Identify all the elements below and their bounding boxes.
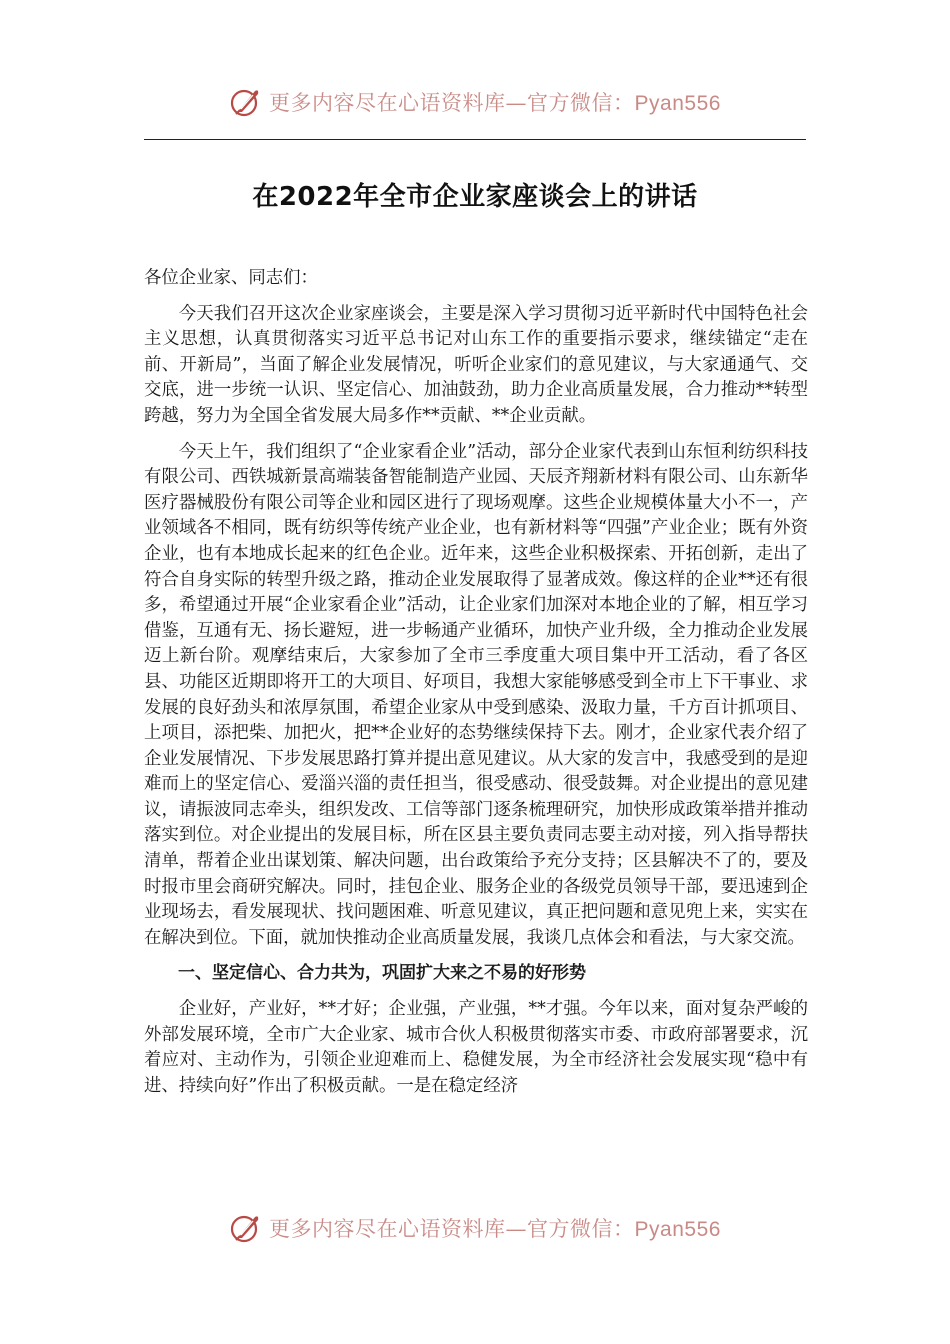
quill-logo-icon bbox=[229, 85, 263, 119]
watermark-text: 更多内容尽在心语资料库—官方微信：Pyan556 bbox=[269, 91, 721, 115]
quill-logo-icon bbox=[229, 1211, 263, 1245]
body-paragraph: 企业好，产业好，**才好；企业强，产业强，**才强。今年以来，面对复杂严峻的外部发展环境，全市广大企业家、城市合伙人积极贯彻落实市委、市政府部署要求，沉着应对、主动作为，引领企业迎难而上、稳健发展，为全市经济社会发展实现“稳中有进、持续向好”作出了积极贡献。一是在稳定经济 bbox=[144, 999, 808, 1096]
body-paragraph: 今天上午，我们组织了“企业家看企业”活动，部分企业家代表到山东恒利纺织科技有限公司、西铁城新景高端装备智能制造产业园、天辰齐翔新材料有限公司、山东新华医疗器械股份有限公司等企业和园区进行了现场观摩。这些企业规模体量大小不一，产业领域各不相同，既有纺织等传统产业企业，也有新材料等“四强”产业企业；既有外资企业，也有本地成长起来的红色企业。近年来，这些企业积极探索、开拓创新，走出了符合自身实际的转型升级之路，推动企业发展取得了显著成效。像这样的企业**还有很多，希望通过开展“企业家看企业”活动，让企业家们加深对本地企业的了解，相互学习借鉴，互通有无、扬长避短，进一步畅通产业循环，加快产业升级，全力推动企业发展迈上新台阶。观摩结束后，大家参加了全市三季度重大项目集中开工活动，看了各区县、功能区近期即将开工的大项目、好项目，我想大家能够感受到全市上下干事业、求发展的良好劲头和浓厚氛围，希望企业家从中受到感染、汲取力量，千方百计抓项目、上项目，添把柴、加把火，把**企业好的态势继续保持下去。刚才，企业家代表介绍了企业发展情况、下步发展思路打算并提出意见建议。从大家的发言中，我感受到的是迎难而上的坚定信心、爱淄兴淄的责任担当，很受感动、很受鼓舞。对企业提出的意见建议，请振波同志牵头，组织发改、工信等部门逐条梳理研究，加快形成政策举措并推动落实到位。对企业提出的发展目标，所在区县主要负责同志要主动对接，列入指导帮扶清单，帮着企业出谋划策、解决问题，出台政策给予充分支持；区县解决不了的，要及时报市里会商研究解决。同时，挂包企业、服务企业的各级党员领导干部，要迅速到企业现场去，看发展现状、找问题困难、听意见建议，真正把问题和意见兜上来，实实在在解决到位。下面，就加快推动企业高质量发展，我谈几点体会和看法，与大家交流。 bbox=[144, 441, 808, 948]
watermark-text: 更多内容尽在心语资料库—官方微信：Pyan556 bbox=[269, 1217, 721, 1241]
footer-watermark bbox=[0, 1208, 950, 1248]
salutation: 各位企业家、同志们： bbox=[144, 268, 318, 288]
header-divider bbox=[144, 139, 806, 140]
document-title: 在2022年全市企业家座谈会上的讲话 bbox=[252, 182, 698, 212]
header-watermark bbox=[0, 82, 950, 122]
document-body bbox=[144, 266, 808, 1109]
body-paragraph: 今天我们召开这次企业家座谈会，主要是深入学习贯彻习近平新时代中国特色社会主义思想，认真贯彻落实习近平总书记对山东工作的重要指示要求，继续锚定“走在前、开新局”，当面了解企业发展情况，听听企业家们的意见建议，与大家通通气、交交底，进一步统一认识、坚定信心、加油鼓劲，助力企业高质量发展，合力推动**转型跨越，努力为全国全省发展大局多作**贡献、**企业贡献。 bbox=[144, 303, 808, 426]
section-heading: 一、坚定信心、合力共为，巩固扩大来之不易的好形势 bbox=[178, 963, 586, 984]
